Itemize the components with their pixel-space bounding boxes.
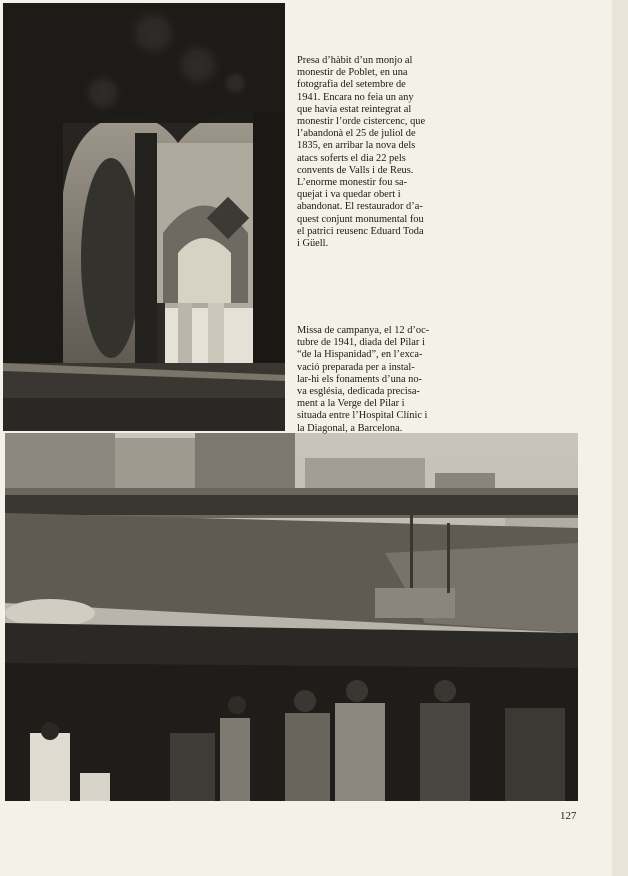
caption-line: 1941. Encara no feia un any bbox=[297, 91, 414, 103]
photo-field-mass bbox=[5, 433, 578, 801]
caption-line: atacs soferts el dia 22 pels bbox=[297, 152, 406, 164]
caption-line: i Güell. bbox=[297, 238, 329, 250]
caption-line: abandonat. El restaurador d’a- bbox=[297, 201, 423, 213]
caption-line: 1835, en arribar la nova dels bbox=[297, 140, 416, 152]
caption-line: el patrici reusenc Eduard Toda bbox=[297, 225, 424, 237]
caption-line: tubre de 1941, diada del Pilar i bbox=[297, 337, 425, 349]
page-number: 127 bbox=[560, 810, 577, 822]
caption-line: Presa d’hàbit d’un monjo al bbox=[297, 55, 413, 66]
caption-field-mass bbox=[297, 325, 431, 435]
caption-line: L’enorme monestir fou sa- bbox=[297, 177, 408, 189]
caption-line: lar-hi els fonaments d’una no- bbox=[297, 373, 423, 385]
caption-line: “de la Hispanidad”, en l’exca- bbox=[297, 349, 423, 361]
caption-line: quest conjunt monumental fou bbox=[297, 213, 424, 225]
caption-line: monestir de Poblet, en una bbox=[297, 67, 408, 79]
caption-line: va església, dedicada precisa- bbox=[297, 386, 420, 398]
caption-poblet bbox=[297, 55, 430, 250]
caption-line: fotografia del setembre de bbox=[297, 79, 406, 91]
caption-line: ment a la Verge del Pilar i bbox=[297, 398, 405, 410]
caption-line: que havia estat reintegrat al bbox=[297, 103, 412, 115]
caption-line: Missa de campanya, el 12 d’oc- bbox=[297, 325, 430, 336]
caption-line: l’abandonà el 25 de juliol de bbox=[297, 128, 416, 140]
caption-line: la Diagonal, a Barcelona. bbox=[297, 422, 403, 434]
caption-line: vació preparada per a instal- bbox=[297, 361, 415, 373]
page-edge bbox=[612, 0, 628, 876]
caption-line: situada entre l’Hospital Clínic i bbox=[297, 410, 428, 422]
caption-line: monestir l’orde cistercenc, que bbox=[297, 116, 426, 128]
photo-poblet-cloister bbox=[3, 3, 285, 431]
caption-line: convents de Valls i de Reus. bbox=[297, 164, 414, 176]
caption-line: quejat i va quedar obert i bbox=[297, 189, 401, 201]
